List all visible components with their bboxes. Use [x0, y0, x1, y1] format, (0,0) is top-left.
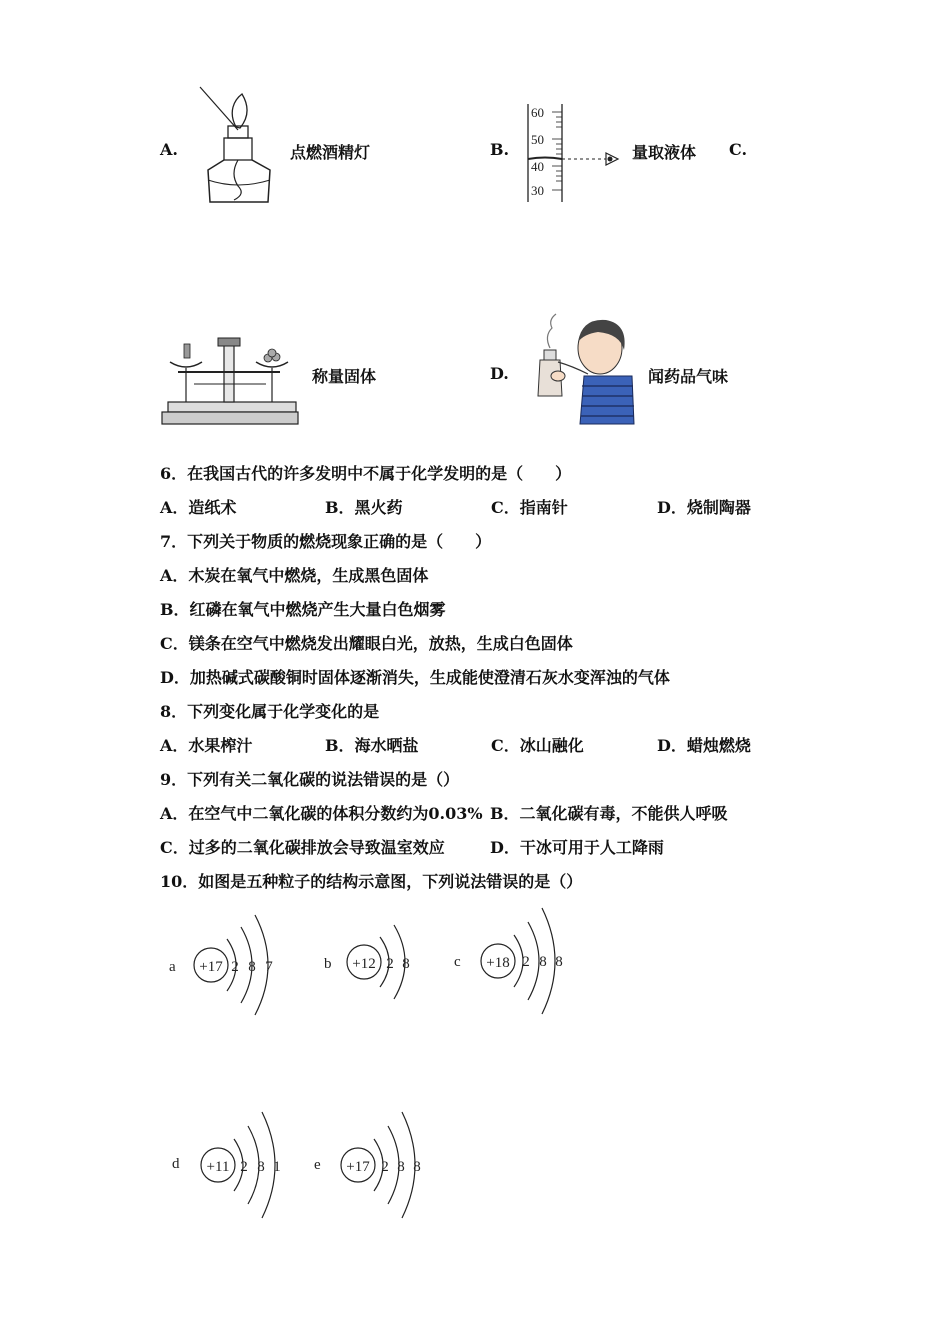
option-b-caption: 量取液体: [632, 143, 697, 162]
smelling-person-figure: [528, 312, 640, 426]
shell-electron-count: 2: [381, 1159, 389, 1175]
cylinder-tick-label: 40: [531, 159, 544, 174]
shell-electron-count: 8: [257, 1159, 265, 1175]
question-10-stem: 10．如图是五种粒子的结构示意图，下列说法错误的是（）: [160, 872, 583, 891]
option-b-letter: B.: [490, 140, 510, 159]
option-c-letter: C.: [729, 140, 748, 159]
shell-electron-count: 8: [413, 1159, 421, 1175]
nucleus-charge: +17: [199, 959, 223, 975]
shell-electron-count: 8: [248, 959, 256, 975]
question-9-option-d: D．干冰可用于人工降雨: [490, 838, 664, 857]
nucleus-charge: +18: [486, 955, 510, 971]
option-d-letter: D.: [490, 364, 509, 383]
nucleus-charge: +17: [346, 1159, 370, 1175]
shell-electron-count: 8: [397, 1159, 405, 1175]
shell-electron-count: 1: [273, 1159, 281, 1175]
question-7-option-b: B．红磷在氧气中燃烧产生大量白色烟雾: [160, 600, 446, 619]
alcohol-lamp-figure: [190, 82, 280, 212]
particle-b-diagram: [320, 905, 430, 1020]
shell-electron-count: 2: [386, 956, 394, 972]
shell-electron-count: 2: [240, 1159, 248, 1175]
question-9-stem: 9．下列有关二氧化碳的说法错误的是（）: [160, 770, 460, 789]
option-a-letter: A.: [160, 140, 178, 159]
option-d-caption: 闻药品气味: [648, 367, 729, 386]
cylinder-tick-label: 50: [531, 132, 544, 147]
question-9-option-b: B．二氧化碳有毒，不能供人呼吸: [490, 804, 728, 823]
particle-label: a: [169, 959, 176, 975]
particle-label: b: [324, 956, 332, 972]
shell-electron-count: 2: [522, 954, 530, 970]
question-7-stem: 7．下列关于物质的燃烧现象正确的是（ ）: [160, 532, 492, 551]
nucleus-charge: +12: [352, 956, 376, 972]
particle-c-diagram: [450, 900, 575, 1020]
cylinder-tick-label: 60: [531, 105, 544, 120]
question-6-option-d: D．烧制陶器: [657, 498, 751, 517]
option-a-caption: 点燃酒精灯: [290, 143, 371, 162]
shell-electron-count: 8: [539, 954, 547, 970]
question-7-option-d: D．加热碱式碳酸铜时固体逐渐消失，生成能使澄清石灰水变浑浊的气体: [160, 668, 670, 687]
question-6-option-b: B．黑火药: [325, 498, 403, 517]
question-6-option-a: A．造纸术: [160, 498, 237, 517]
particle-label: e: [314, 1157, 321, 1173]
question-8-option-a: A．水果榨汁: [160, 736, 253, 755]
question-8-option-c: C．冰山融化: [491, 736, 584, 755]
option-c-caption: 称量固体: [312, 367, 377, 386]
particle-e-diagram: [312, 1105, 437, 1223]
question-9-option-c: C．过多的二氧化碳排放会导致温室效应: [160, 838, 445, 857]
balance-figure: [160, 332, 300, 428]
particle-label: c: [454, 954, 461, 970]
shell-electron-count: 7: [265, 959, 273, 975]
question-8-option-d: D．蜡烛燃烧: [657, 736, 751, 755]
question-9-option-a: A．在空气中二氧化碳的体积分数约为0.03%: [160, 804, 483, 823]
question-6-option-c: C．指南针: [491, 498, 568, 517]
particle-a-diagram: [165, 905, 290, 1020]
question-8-stem: 8．下列变化属于化学变化的是: [160, 702, 380, 721]
shell-electron-count: 2: [231, 959, 239, 975]
graduated-cylinder-figure: [522, 102, 632, 206]
particle-d-diagram: [168, 1105, 293, 1223]
shell-electron-count: 8: [555, 954, 563, 970]
shell-electron-count: 8: [402, 956, 410, 972]
question-6-stem: 6．在我国古代的许多发明中不属于化学发明的是（ ）: [160, 464, 572, 483]
question-7-option-a: A．木炭在氧气中燃烧，生成黑色固体: [160, 566, 429, 585]
question-7-option-c: C．镁条在空气中燃烧发出耀眼白光，放热，生成白色固体: [160, 634, 573, 653]
cylinder-tick-label: 30: [531, 183, 544, 198]
nucleus-charge: +11: [206, 1159, 230, 1175]
question-8-option-b: B．海水晒盐: [325, 736, 419, 755]
particle-label: d: [172, 1156, 180, 1172]
